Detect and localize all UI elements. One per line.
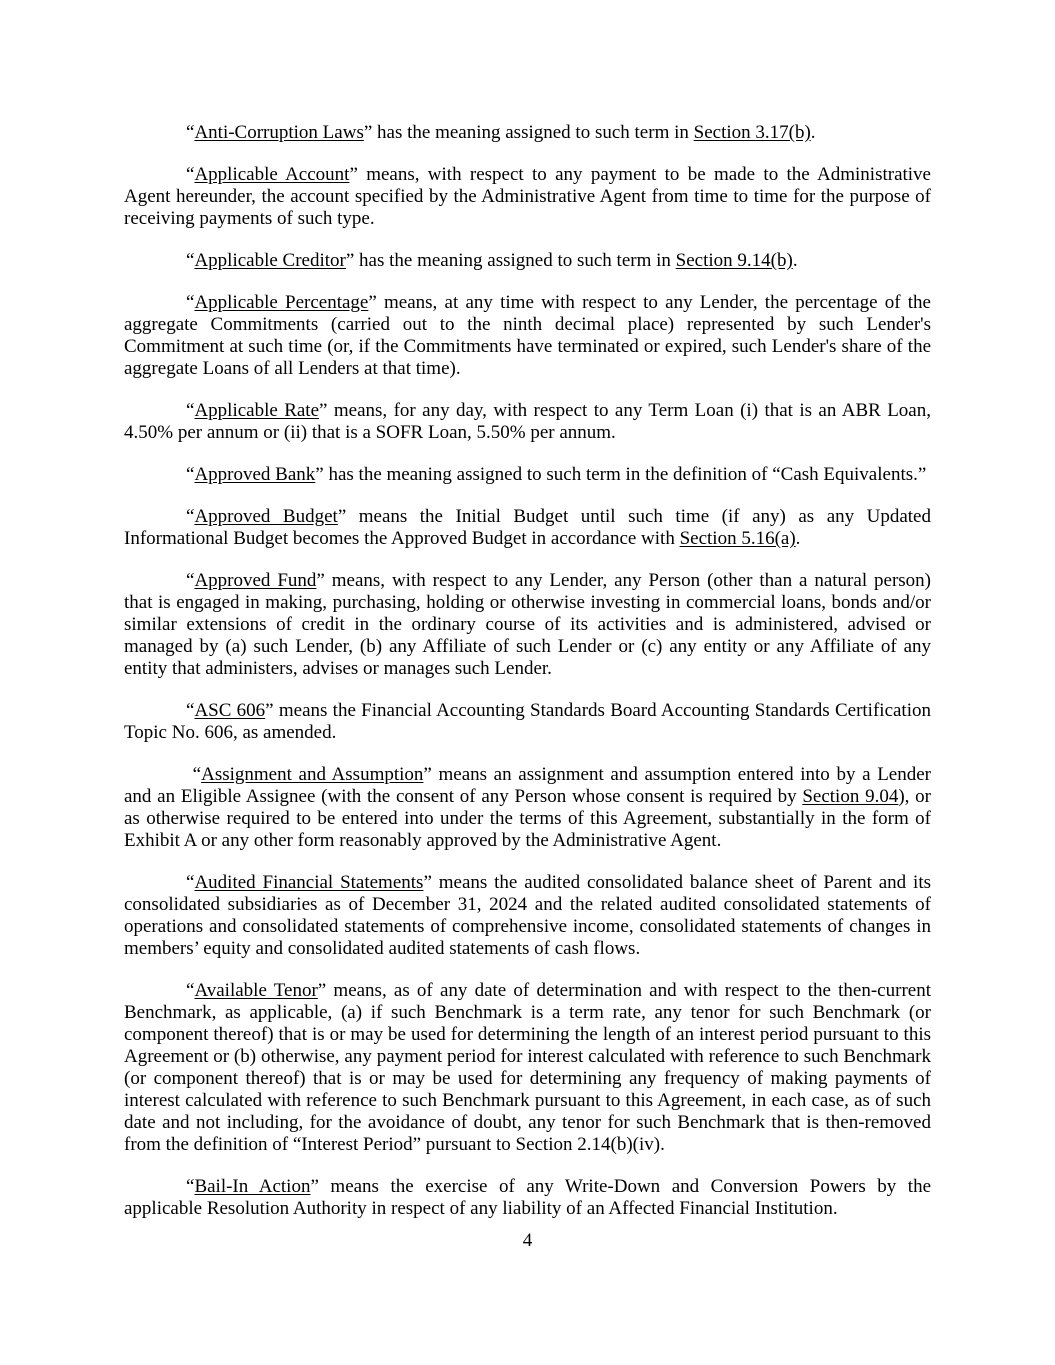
text-run: “ [186,400,195,421]
text-run: “ [186,980,195,1001]
defined-term: Applicable Creditor [194,250,346,271]
paragraph [124,700,931,744]
text-run: “ [186,292,195,313]
section-reference: Section 9.14(b) [675,250,793,271]
text-run: “ [186,464,195,485]
text-run: ” has the meaning assigned to such term in the definition of “Cash Equivalents.” [315,464,927,485]
text-run: ” has the meaning assigned to such term in [345,250,676,271]
defined-term: Bail-In Action [194,1176,311,1197]
paragraph [124,980,931,1156]
paragraph [124,764,931,852]
text-run: . [792,250,798,271]
paragraph [124,164,931,230]
defined-term: ASC 606 [194,700,266,721]
text-run: ” means the Initial Budget until such time (if any) as any Updated Informational Budget becomes the Approved Budget in accordance with [124,506,931,549]
text-run: “ [186,122,195,143]
defined-term: Applicable Rate [194,400,320,421]
defined-term: Assignment and Assumption [201,764,424,785]
page-number: 4 [522,1230,533,1251]
text-run: ” means the Financial Accounting Standards Board Accounting Standards Certification Topic No. 606, as amended. [124,700,931,743]
defined-term: Audited Financial Statements [194,872,424,893]
defined-term: Approved Bank [194,464,316,485]
defined-term: Anti-Corruption Laws [194,122,364,143]
defined-term: Applicable Account [194,164,350,185]
text-run: ” means an assignment and assumption entered into by a Lender and an Eligible Assignee (with the consent of any Person whose consent is required by [124,764,931,807]
section-reference: Section 9.04 [802,786,899,807]
text-run: ” means, with respect to any payment to be made to the Administrative Agent hereunder, the account specified by the Administrative Agent from time to time for the purpose of receiving payments of such type. [124,164,931,229]
paragraph [124,250,931,272]
paragraph [124,1176,931,1220]
text-run: “ [186,570,195,591]
paragraph [124,570,931,680]
paragraph [124,506,931,550]
paragraph [124,400,931,444]
text-run: . [795,528,801,549]
text-run: ” means, for any day, with respect to any Term Loan (i) that is an ABR Loan, 4.50% per annum or (ii) that is a SOFR Loan, 5.50% per annum. [124,400,931,443]
paragraph [124,292,931,380]
text-run: ), or as otherwise required to be entered into under the terms of this Agreement, substantially in the form of Exhibit A or any other form reasonably approved by the Administrative Agent. [124,786,932,851]
text-run: “ [186,1176,195,1197]
text-run: “ [186,164,195,185]
text-run: ” means the exercise of any Write-Down and Conversion Powers by the applicable Resolution Authority in respect of any liability of an Affected Financial Institution. [124,1176,931,1219]
paragraph [124,122,931,144]
defined-term: Applicable Percentage [194,292,369,313]
paragraph [124,872,931,960]
section-reference: Section 3.17(b) [693,122,811,143]
text-run: ” means, with respect to any Lender, any Person (other than a natural person) that is engaged in making, purchasing, holding or otherwise investing in commercial loans, bonds and/or similar extensions of credit in the ordinary course of its activities and is administered, advised or managed by (a) such Lender, (b) any Affiliate of such Lender or (c) any entity or any Affiliate of any entity that administers, advises or manages such Lender. [124,570,931,679]
text-run: “ [186,700,195,721]
text-run: “ [186,250,195,271]
text-run: ” has the meaning assigned to such term in [363,122,694,143]
text-run: ” means, as of any date of determination and with respect to the then-current Benchmark, as applicable, (a) if such Benchmark is a term rate, any tenor for such Benchmark (or component thereof) that is or may be used for determining the length of an interest period pursuant to this Agreement or (b) otherwise, any payment period for interest calculated with reference to such Benchmark (or component thereof) that is or may be used for determining any frequency of making payments of interest calculated with reference to such Benchmark pursuant to this Agreement, in each case, as of such date and not including, for the avoidance of doubt, any tenor for such Benchmark that is then-removed from the definition of “Interest Period” pursuant to Section 2.14(b)(iv). [124,980,931,1155]
text-run: “ [186,872,195,893]
section-reference: Section 5.16(a) [679,528,796,549]
document-body [124,122,931,1240]
defined-term: Approved Fund [194,570,317,591]
paragraph [124,464,931,486]
text-run: “ [186,764,202,785]
text-run: “ [186,506,195,527]
defined-term: Available Tenor [194,980,318,1001]
text-run: ” means, at any time with respect to any Lender, the percentage of the aggregate Commitments (carried out to the ninth decimal place) represented by such Lender's Commitment at such time (or, if the Commitments have terminated or expired, such Lender's share of the aggregate Loans of all Lenders at that time). [124,292,931,379]
text-run: ” means the audited consolidated balance sheet of Parent and its consolidated subsidiaries as of December 31, 2024 and the related audited consolidated statements of operations and consolidated statements of comprehensive income, consolidated statements of changes in members’ equity and consolidated audited statements of cash flows. [124,872,931,959]
defined-term: Approved Budget [194,506,338,527]
text-run: . [810,122,816,143]
